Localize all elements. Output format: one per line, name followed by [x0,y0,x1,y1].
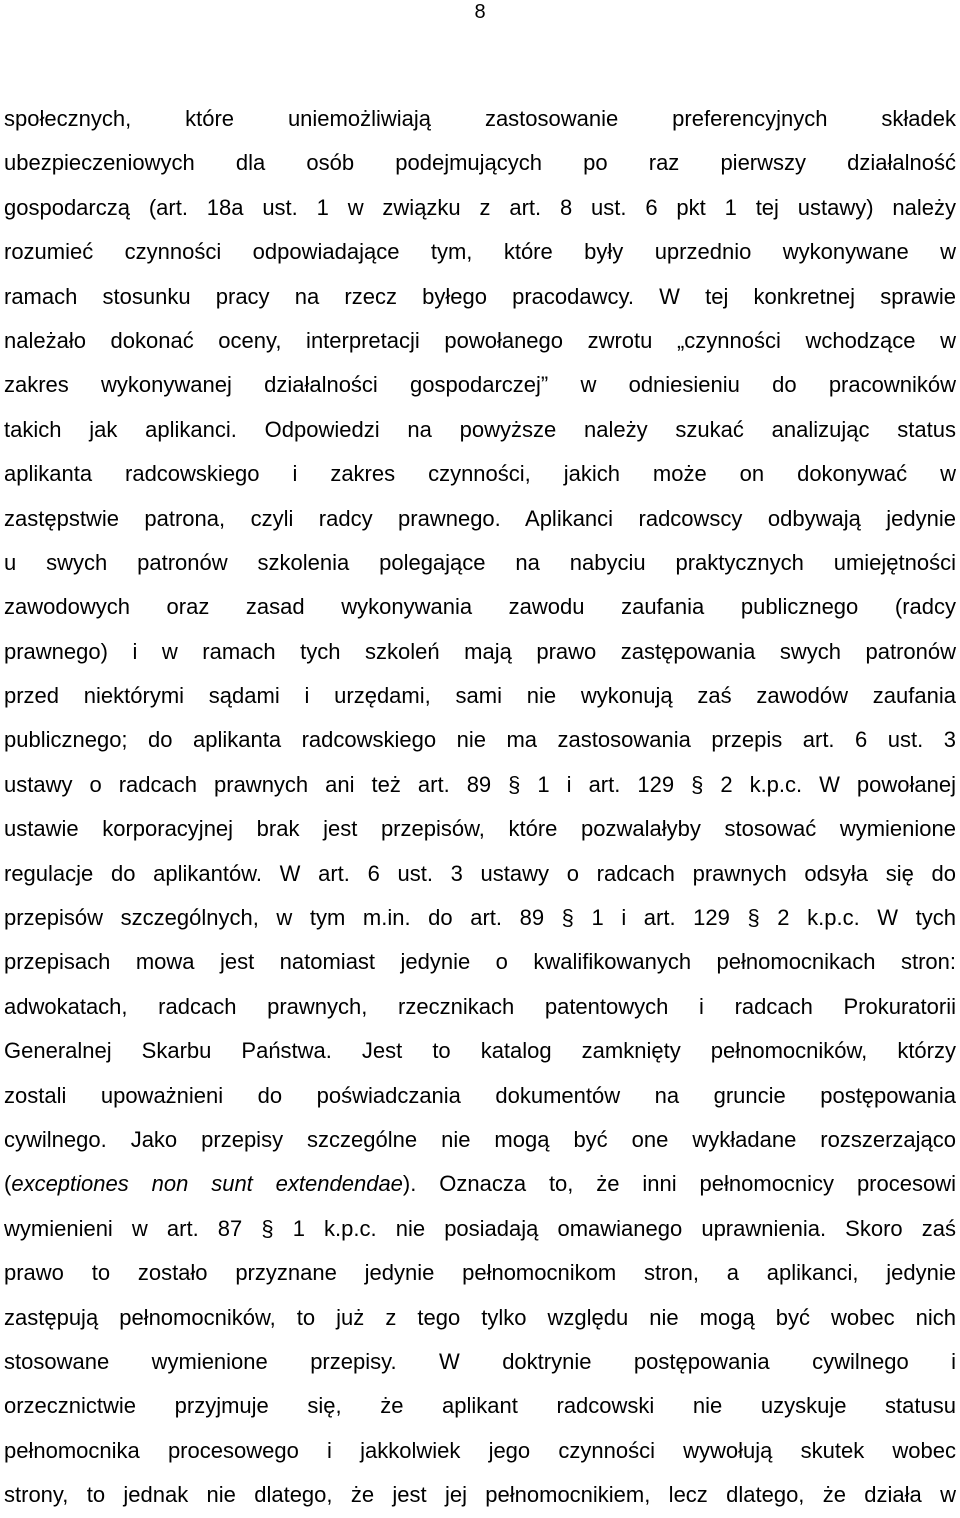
text-line: społecznych, które uniemożliwiają zastosowanie preferencyjnych składek [4,106,956,131]
page-number: 8 [474,1,486,23]
text-line: cywilnego. Jako przepisy szczególne nie mogą być one wykładane rozszerzająco [4,1126,956,1152]
text-line: orzecznictwie przyjmuje się, że aplikant radcowski nie uzyskuje statusu [4,1393,956,1419]
text-line: adwokatach, radcach prawnych, rzecznikach patentowych i radcach Prokuratorii [4,993,956,1019]
text-line: pełnomocnika procesowego i jakkolwiek jego czynności wywołują skutek wobec [4,1437,956,1463]
text-line: ubezpieczeniowych dla osób podejmujących po raz pierwszy działalność [4,150,956,176]
text-line: takich jak aplikanci. Odpowiedzi na powyższe należy szukać analizując status [4,416,956,442]
text-line: zastępują pełnomocników, to już z tego tylko względu nie mogą być wobec nich [4,1304,956,1330]
text-line: aplikanta radcowskiego i zakres czynności, jakich może on dokonywać w [4,461,956,487]
text-line: ramach stosunku pracy na rzecz byłego pracodawcy. W tej konkretnej sprawie [4,283,956,309]
text-line: zakres wykonywanej działalności gospodarczej” w odniesieniu do pracowników [4,372,956,398]
text-line: zastępstwie patrona, czyli radcy prawnego. Aplikanci radcowscy odbywają jedynie [4,505,956,531]
text-line: publicznego; do aplikanta radcowskiego nie ma zastosowania przepis art. 6 ust. 3 [4,727,956,753]
text-line: stosowane wymienione przepisy. W doktrynie postępowania cywilnego i [4,1348,956,1374]
text-line: Generalnej Skarbu Państwa. Jest to katalog zamknięty pełnomocników, którzy [4,1038,956,1064]
text-line-latin-maxim [0,1162,960,1206]
text-line: należało dokonać oceny, interpretacji powołanego zwrotu „czynności wchodzące w [4,327,956,353]
text-line: prawnego) i w ramach tych szkoleń mają prawo zastępowania swych patronów [4,638,956,664]
text-line: strony, to jednak nie dlatego, że jest jej pełnomocnikiem, lecz dlatego, że działa w [4,1482,956,1508]
text-line: prawo to zostało przyznane jedynie pełnomocnikom stron, a aplikanci, jedynie [4,1260,956,1286]
text-line: wymienieni w art. 87 § 1 k.p.c. nie posiadają omawianego uprawnienia. Skoro zaś [4,1215,956,1241]
text-line: ustawy o radcach prawnych ani też art. 89 § 1 i art. 129 § 2 k.p.c. W powołanej [4,771,956,797]
text-line: zostali upoważnieni do poświadczania dokumentów na gruncie postępowania [4,1082,956,1108]
text-segment: ( [4,1171,12,1197]
body-text [0,97,960,1518]
latin-maxim: exceptiones non sunt extendendae [11,1171,403,1197]
text-segment: ). Oznacza to, że inni pełnomocnicy procesowi [402,1171,956,1197]
text-line: przed niektórymi sądami i urzędami, sami nie wykonują zaś zawodów zaufania [4,683,956,709]
text-line: ustawie korporacyjnej brak jest przepisów, które pozwalałyby stosować wymienione [4,816,956,842]
text-line: gospodarczą (art. 18a ust. 1 w związku z art. 8 ust. 6 pkt 1 tej ustawy) należy [4,194,956,220]
text-line: zawodowych oraz zasad wykonywania zawodu zaufania publicznego (radcy [4,594,956,620]
text-line: przepisów szczególnych, w tym m.in. do art. 89 § 1 i art. 129 § 2 k.p.c. W tych [4,905,956,931]
text-line: przepisach mowa jest natomiast jedynie o kwalifikowanych pełnomocnikach stron: [4,949,956,975]
text-line: regulacje do aplikantów. W art. 6 ust. 3 ustawy o radcach prawnych odsyła się do [4,860,956,886]
text-line: rozumieć czynności odpowiadające tym, które były uprzednio wykonywane w [4,239,956,265]
text-line: u swych patronów szkolenia polegające na nabyciu praktycznych umiejętności [4,549,956,575]
